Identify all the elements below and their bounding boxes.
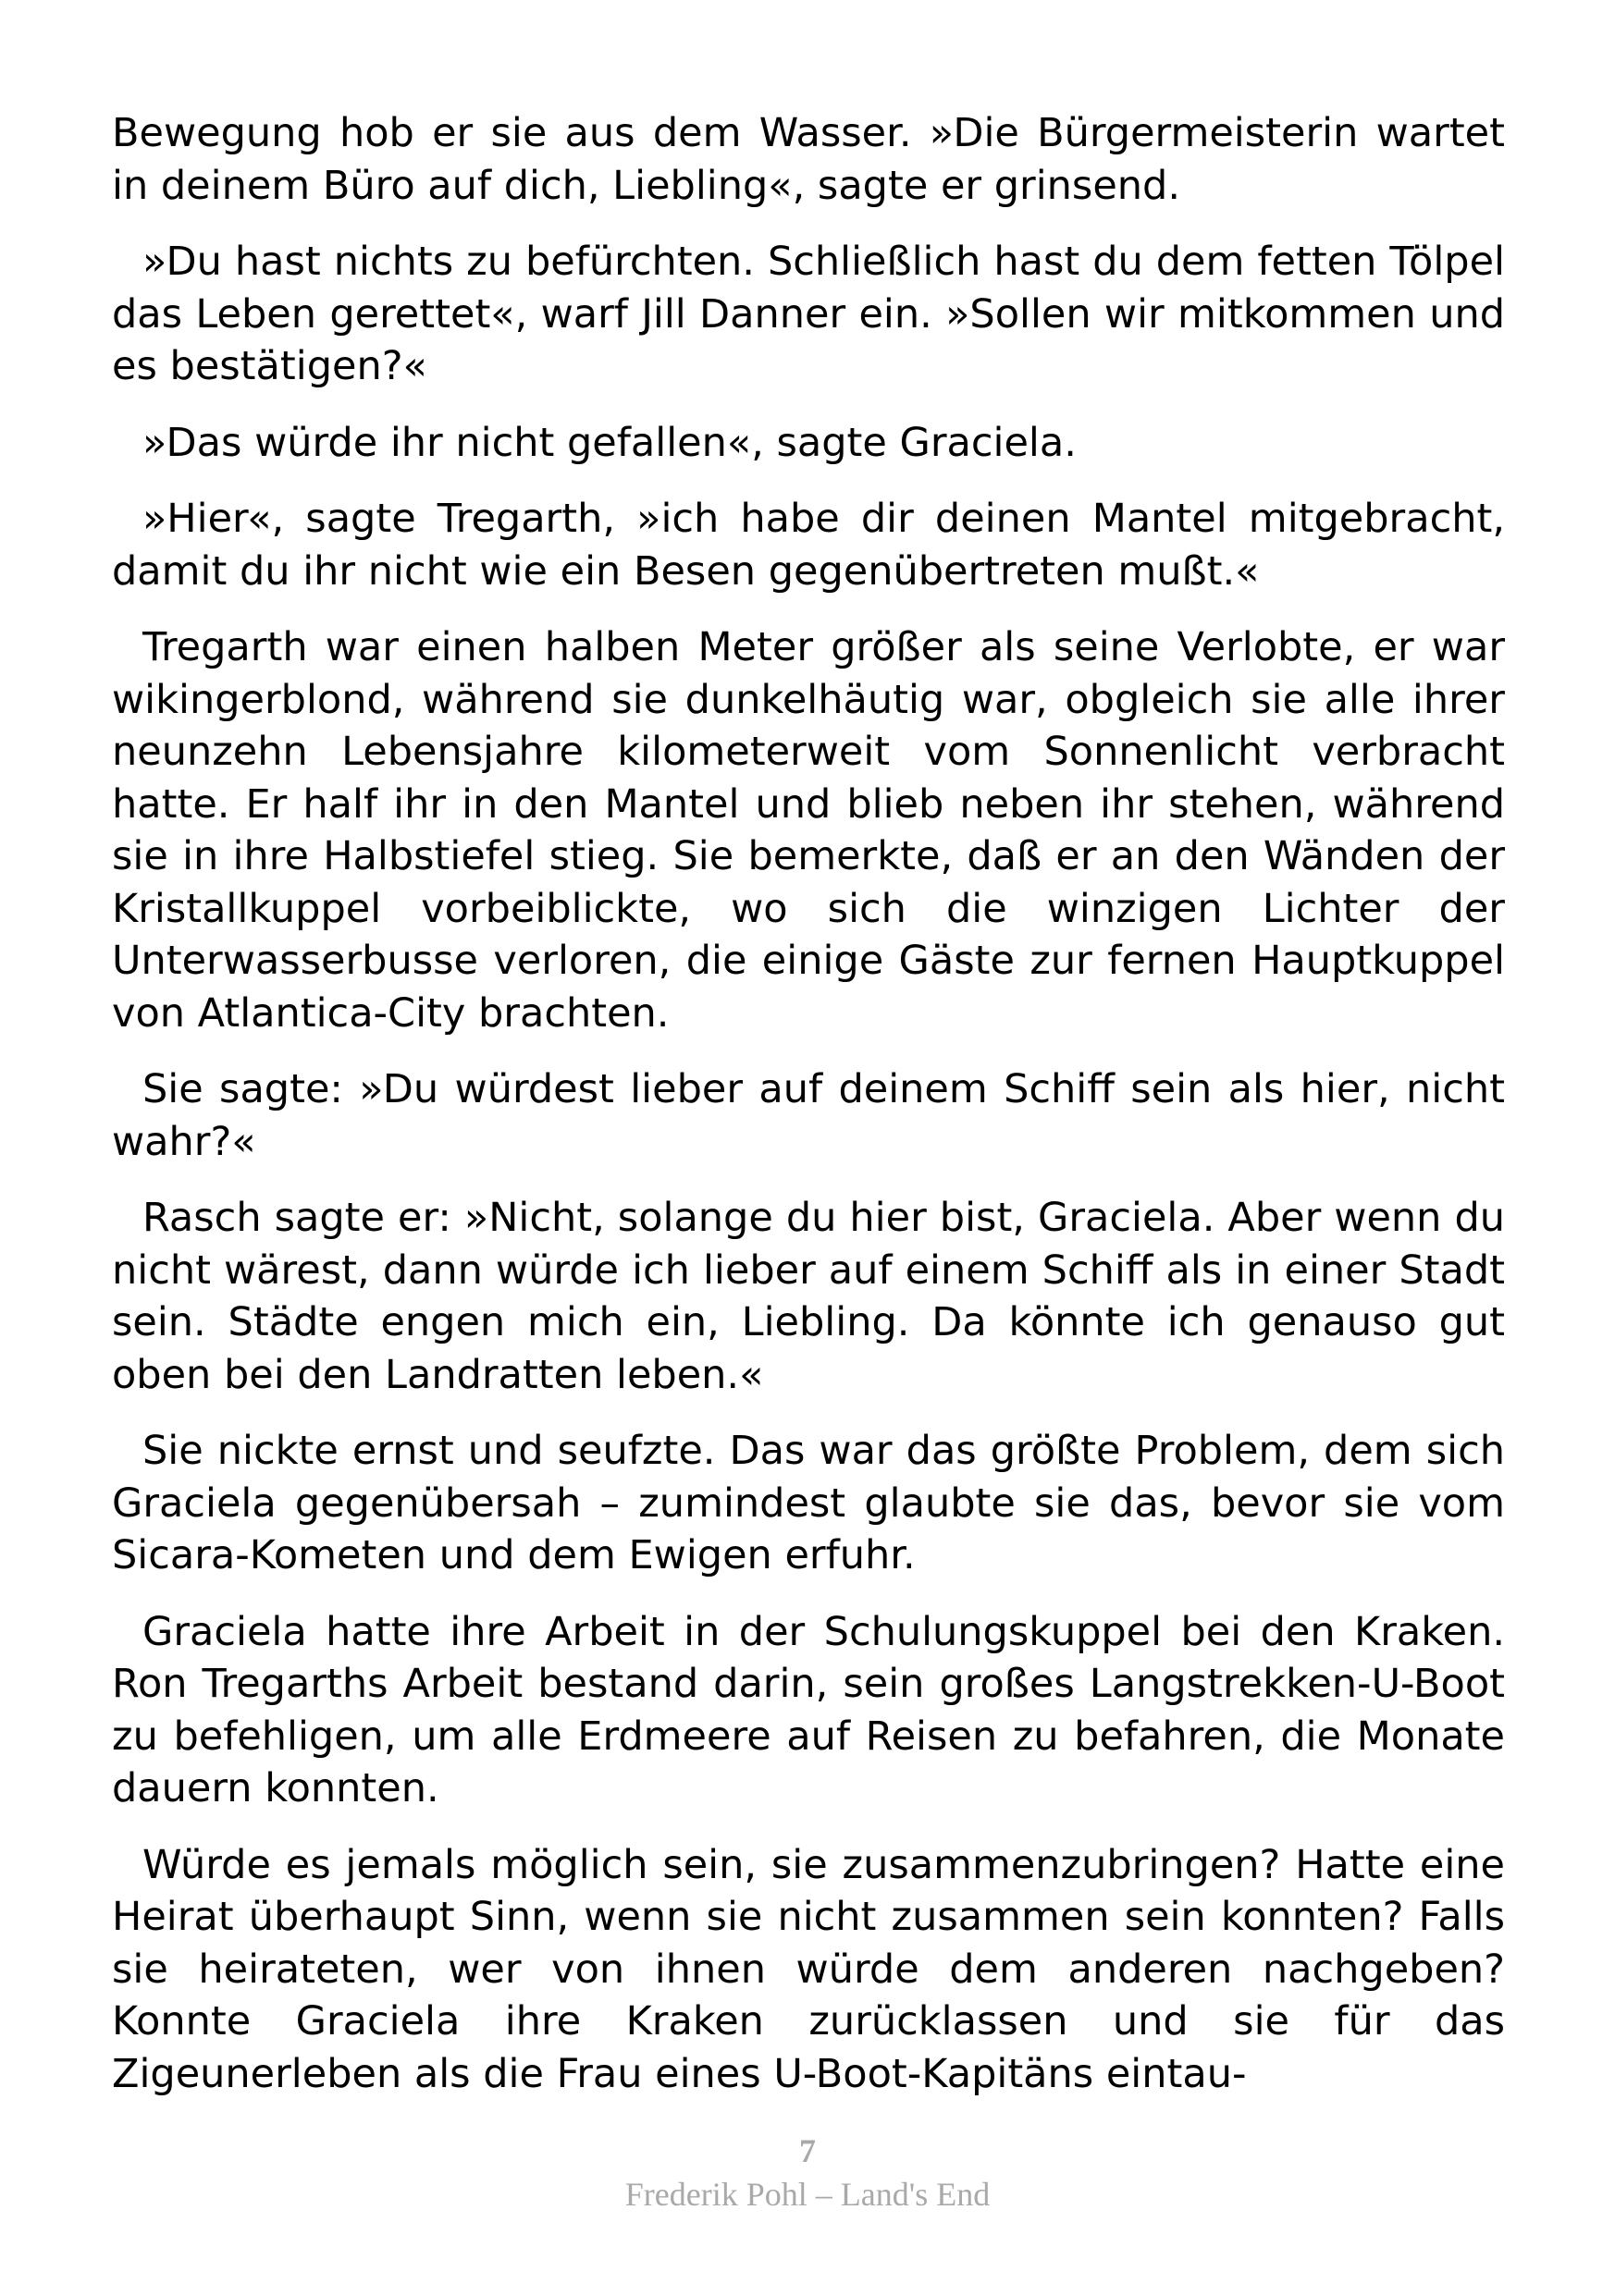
paragraph-3: »Das würde ihr nicht gefallen«, sagte Graciela. (142, 419, 1077, 466)
paragraph-8: Sie nickte ernst und seufzte. Das war das größte Problem, dem sich Graciela gegenübersah – zumindest glaubte sie das, bevor sie vom Sicara-Kometen und dem Ewigen erfuhr. (112, 1428, 1505, 1578)
paragraph-5: Tregarth war einen halben Meter größer als seine Verlobte, er war wikingerblond, während sie dunkelhäutig war, obgleich sie alle ihrer neunzehn Lebensjahre kilometerweit vom Sonnenlicht verbracht hatte. Er half ihr in den Mantel und blieb neben ihr stehen, während sie in ihre Halbstiefel stieg. Sie bemerkte, daß er an den Wänden der Kristallkuppel vorbeiblickte, wo sich die winzigen Lichter der Unterwasserbusse verloren, die einige Gäste zur fernen Hauptkuppel von Atlantica-City brachten. (112, 624, 1505, 1037)
paragraph-6: Sie sagte: »Du würdest lieber auf deinem Schiff sein als hier, nicht wahr?« (112, 1066, 1505, 1165)
paragraph-9: Graciela hatte ihre Arbeit in der Schulungskuppel bei den Kraken. Ron Tregarths Arbeit bestand darin, sein großes Langstrekken-U-Boot zu befehligen, um alle Erdmeere auf Reisen zu befahren, die Monate dauern konnten. (112, 1608, 1505, 1811)
paragraph-10: Würde es jemals möglich sein, sie zusammenzubringen? Hatte eine Heirat überhaupt Sinn, wenn sie nicht zusammen sein konnten? Falls sie heirateten, wer von ihnen würde dem anderen nachgeben? Konnte Graciela ihre Kraken zurücklassen und sie für das Zigeunerleben als die Frau eines U-Boot-Kapitäns eintau- (112, 1841, 1505, 2097)
paragraph-2: »Du hast nichts zu befürchten. Schließlich hast du dem fetten Tölpel das Leben gerettet«, warf Jill Danner ein. »Sollen wir mitkommen und es bestätigen?« (112, 239, 1505, 389)
paragraph-4: »Hier«, sagte Tregarth, »ich habe dir deinen Mantel mitgebracht, damit du ihr nicht wie ein Besen gegenübertreten mußt.« (112, 496, 1505, 595)
footer-credit: Frederik Pohl – Land's End (624, 2176, 991, 2213)
page-number: 7 (799, 2132, 816, 2169)
paragraph-7: Rasch sagte er: »Nicht, solange du hier bist, Graciela. Aber wenn du nicht wärest, dann würde ich lieber auf einem Schiff als in einer Stadt sein. Städte engen mich ein, Liebling. Da könnte ich genauso gut oben bei den Landratten leben.« (112, 1195, 1505, 1398)
paragraph-1: Bewegung hob er sie aus dem Wasser. »Die Bürgermeisterin wartet in deinem Büro auf dich, Liebling«, sagte er grinsend. (112, 110, 1505, 209)
body-text (112, 107, 1505, 2124)
